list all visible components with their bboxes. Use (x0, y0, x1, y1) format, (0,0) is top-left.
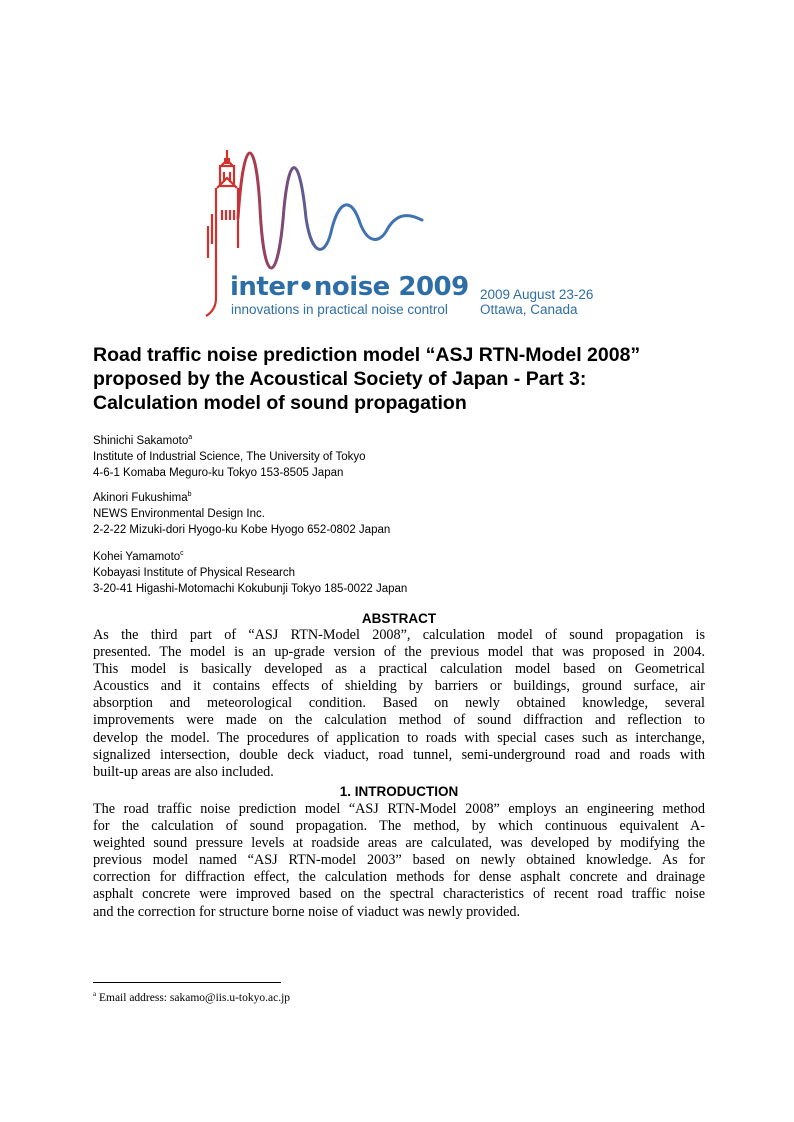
conference-tagline: innovations in practical noise control (231, 302, 448, 317)
introduction-heading: 1. INTRODUCTION (339, 784, 459, 799)
author-mark: a (188, 434, 193, 442)
author-address: 3-20-41 Higashi-Motomachi Kokubunji Tokyo 185-0022 Japan (93, 583, 408, 595)
conference-name: inter•noise 2009 (230, 272, 469, 302)
author-affiliation: Institute of Industrial Science, The University of Tokyo (93, 451, 366, 463)
text-line: improvements were made on the calculation method of sound diffraction and reflection to (93, 712, 705, 729)
text-line: Acoustics and it contains effects of shielding by barriers or buildings, ground surface, air (93, 678, 705, 695)
text-line: As the third part of “ASJ RTN-Model 2008”, calculation model of sound propagation is (93, 627, 705, 643)
sound-wave-icon (238, 153, 422, 268)
author-name: Kohei Yamamoto (93, 551, 181, 563)
text-line: absorption and meteorological condition. Based on newly obtained knowledge, several (93, 695, 705, 712)
text-line: and the correction for structure borne noise of viaduct was newly provided. (93, 903, 521, 920)
author-affiliation: Kobayasi Institute of Physical Research (93, 567, 295, 579)
text-line: correction for diffraction effect, the calculation methods for dense asphalt concrete and drainage (93, 869, 705, 886)
text-line: This model is basically developed as a practical calculation model based on Geometrical (93, 661, 705, 678)
title-line: Road traffic noise prediction model “ASJ RTN-Model 2008” (93, 344, 641, 366)
title-line: Calculation model of sound propagation (93, 392, 467, 414)
author-block (93, 490, 390, 538)
text-line: previous model named “ASJ RTN-model 2003” based on newly obtained knowledge. As for (93, 852, 705, 869)
introduction-text (93, 801, 705, 921)
author-block (93, 549, 407, 597)
author-affiliation: NEWS Environmental Design Inc. (93, 508, 265, 520)
conference-place: Ottawa, Canada (480, 302, 578, 317)
text-line: presented. The model is an up-grade version of the previous model that was proposed in 2004. (93, 644, 705, 661)
author-block (93, 433, 366, 481)
footnote-rule (93, 982, 281, 983)
abstract-heading: ABSTRACT (361, 611, 437, 626)
text-line: built-up areas are also included. (93, 763, 274, 780)
author-mark: c (180, 550, 184, 558)
text-line: asphalt concrete were improved based on the spectral characteristics of recent road traffic noise (93, 886, 705, 903)
footnote (93, 991, 290, 1005)
title-line: proposed by the Acoustical Society of Japan - Part 3: (93, 368, 587, 390)
text-line: The road traffic noise prediction model “ASJ RTN-Model 2008” employs an engineering method (93, 801, 705, 817)
author-name: Akinori Fukushima (93, 492, 188, 504)
author-address: 4-6-1 Komaba Meguro-ku Tokyo 153-8505 Japan (93, 467, 344, 479)
text-line: for the calculation of sound propagation. The method, by which continuous equivalent A- (93, 818, 705, 835)
text-line: develop the model. The procedures of application to roads with special cases such as interchange, (93, 729, 705, 746)
abstract-text (93, 627, 705, 781)
text-line: signalized intersection, double deck viaduct, road tunnel, semi-underground road and roads with (93, 746, 705, 763)
author-mark: b (187, 491, 192, 499)
paper-title (93, 343, 713, 415)
conference-date: 2009 August 23-26 (480, 287, 594, 302)
conference-logo (200, 148, 600, 323)
text-line: weighted sound pressure levels at roadside areas are calculated, was developed by modifying the (93, 835, 705, 852)
author-name: Shinichi Sakamoto (93, 435, 189, 447)
footnote-text: Email address: sakamo@iis.u-tokyo.ac.jp (96, 992, 291, 1004)
author-address: 2-2-22 Mizuki-dori Hyogo-ku Kobe Hyogo 652-0802 Japan (93, 524, 391, 536)
footnote-mark: a (93, 990, 97, 999)
